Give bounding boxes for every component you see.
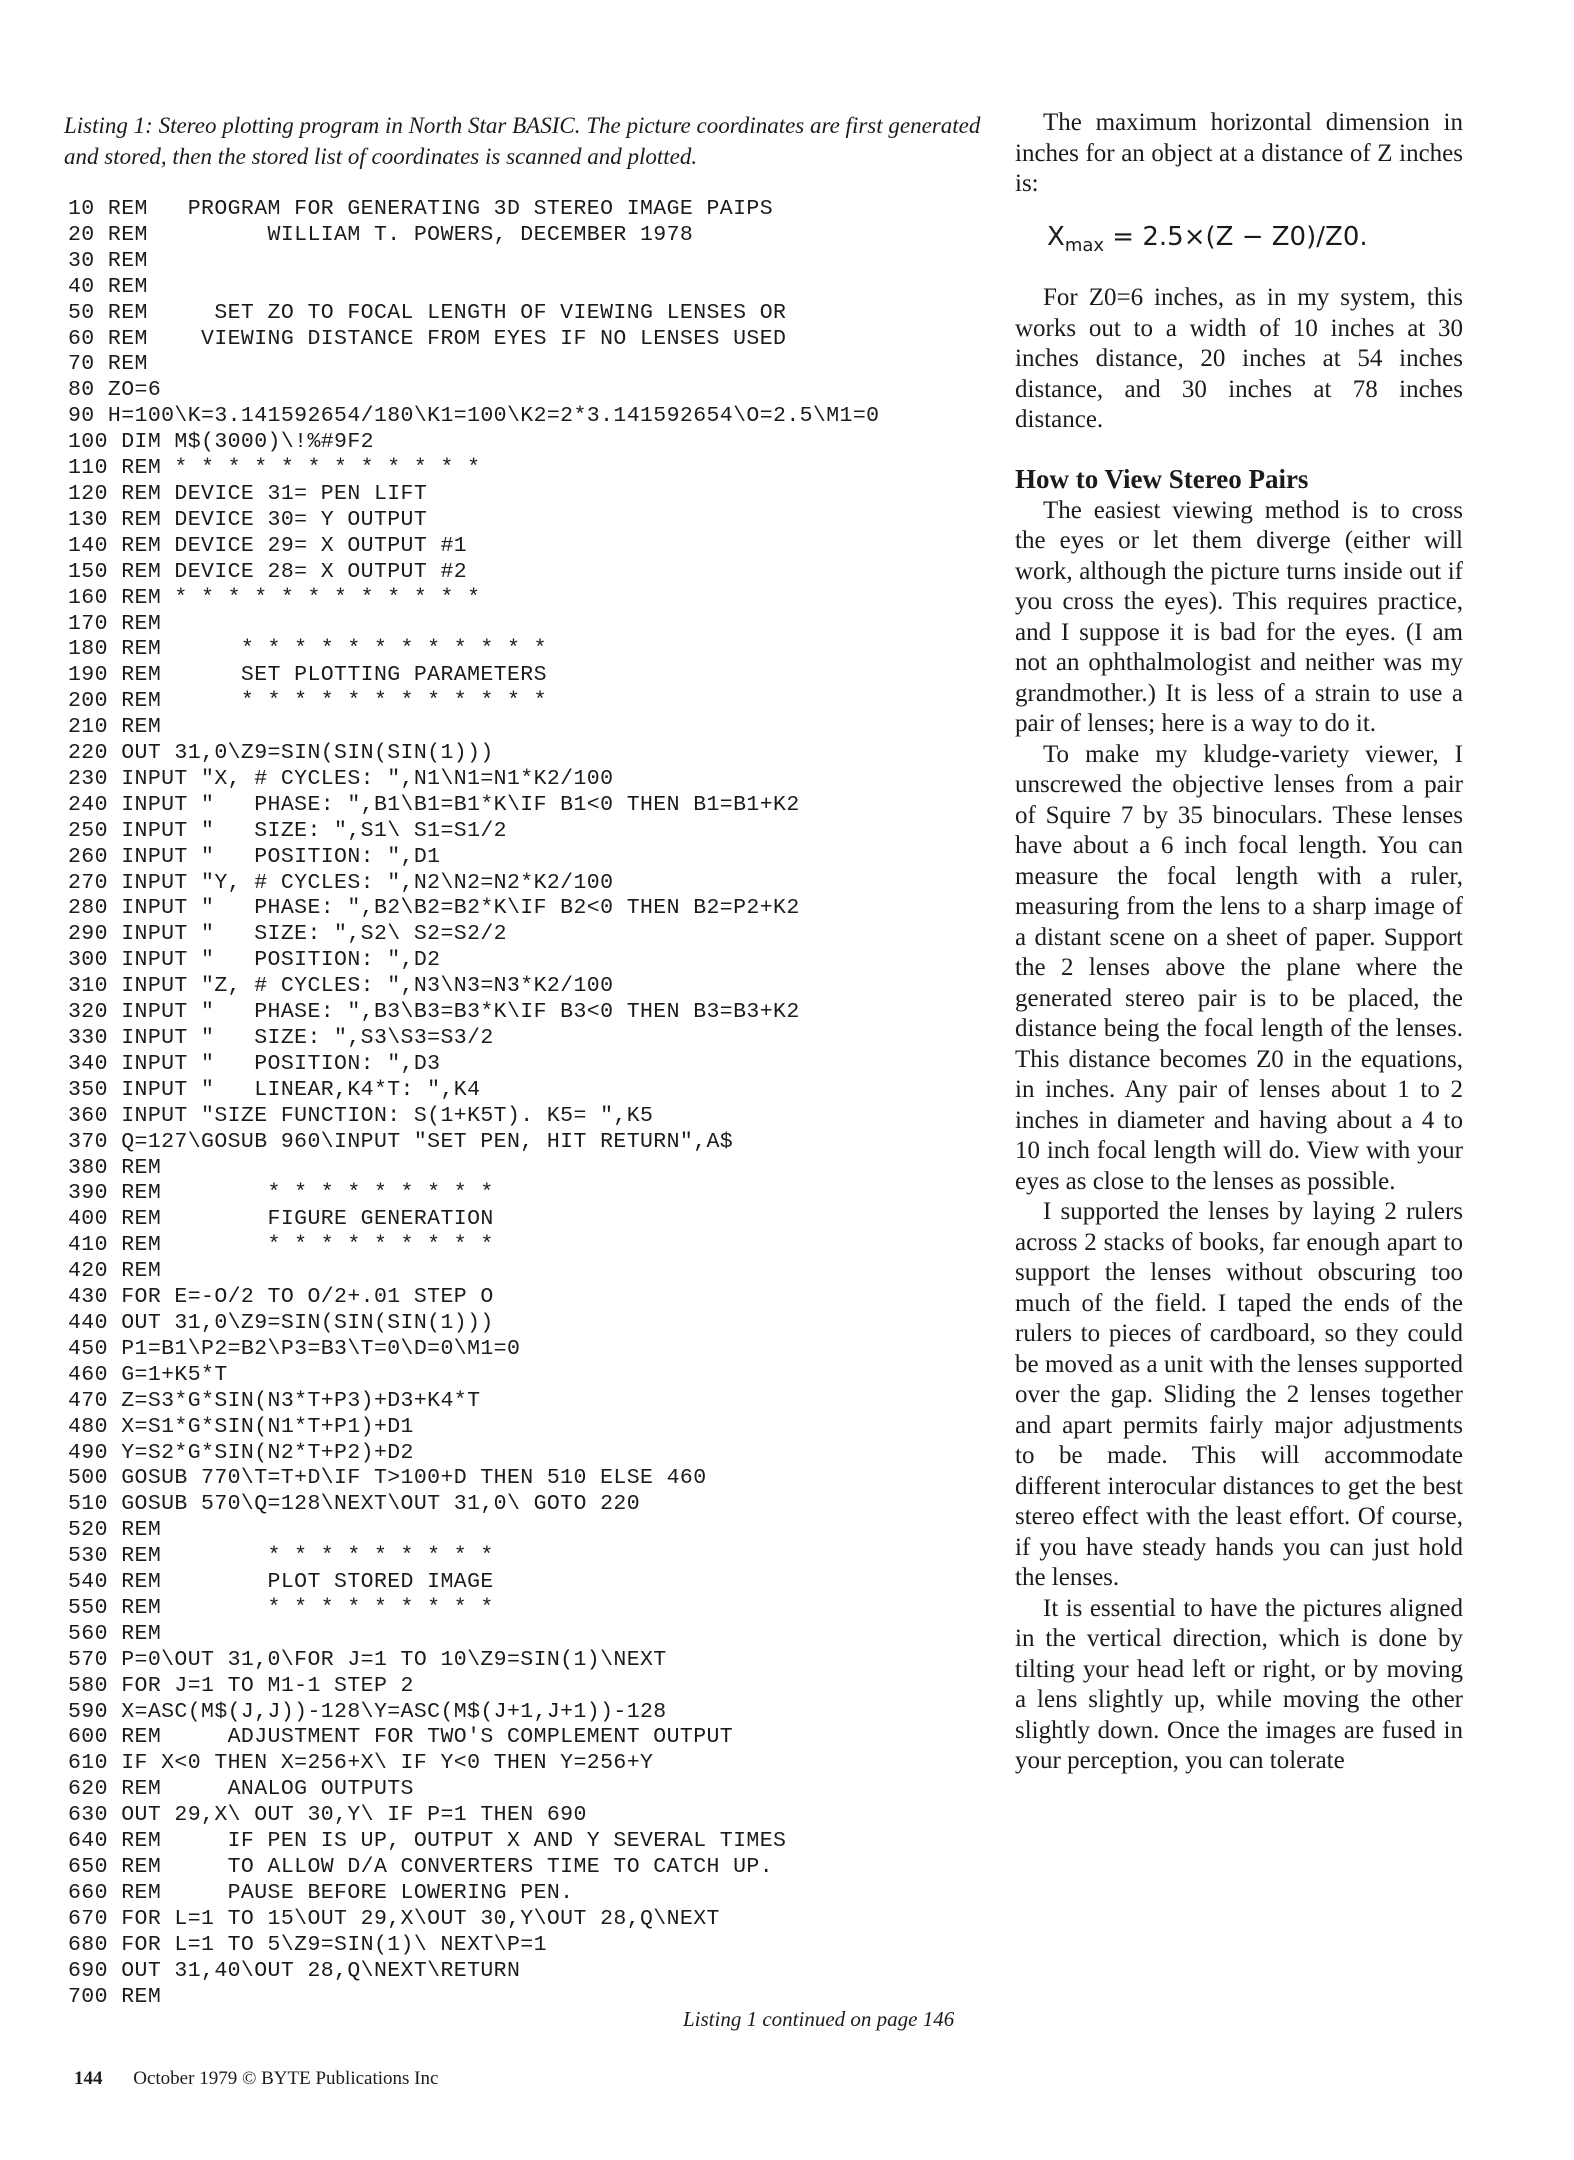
listing-line: 80 ZO=6: [68, 378, 162, 403]
listing-line: 690 OUT 31,40\OUT 28,Q\NEXT\RETURN: [68, 1958, 521, 1983]
listing-line: 180 REM * * * * * * * * * * * *: [68, 637, 547, 662]
listing-line: 260 INPUT " POSITION: ",D1: [68, 844, 441, 869]
page-footer: [74, 2068, 438, 2090]
listing-line: 100 DIM M$(3000)\!%#9F2: [68, 430, 374, 455]
equation-rhs: = 2.5×(Z − Z0)/Z0.: [1104, 221, 1368, 252]
equation-subscript: max: [1064, 234, 1105, 256]
listing-line: 520 REM: [68, 1518, 162, 1543]
paragraph: I supported the lenses by laying 2 rulers across 2 stacks of books, far enough apart to support the lenses without obscuring too much of the field. I taped the ends of the rulers to pieces of cardboard, so they could be moved as a unit with the lenses supported over the gap. Sliding the 2 lenses together and apart permits fairly major adjustments to be made. This will accommodate different interocular distances to get the best stereo effect with the least effort. Of course, if you have steady hands you can just hold the lenses.: [1015, 1198, 1463, 1592]
listing-line: 650 REM TO ALLOW D/A CONVERTERS TIME TO CATCH UP.: [68, 1855, 774, 1879]
listing-line: 70 REM: [68, 352, 148, 377]
listing-line: 30 REM: [68, 248, 148, 273]
page-number: 144: [74, 2068, 103, 2089]
listing-line: 320 INPUT " PHASE: ",B3\B3=B3*K\IF B3<0 THEN B3=B3+K2: [68, 1000, 800, 1025]
article-column: [1015, 108, 1463, 1777]
listing-line: 460 G=1+K5*T: [68, 1362, 228, 1387]
listing-line: 540 REM PLOT STORED IMAGE: [68, 1570, 494, 1595]
listing-line: 500 GOSUB 770\T=T+D\IF T>100+D THEN 510 ELSE 460: [68, 1466, 707, 1491]
listing-line: 380 REM: [68, 1155, 162, 1180]
listing-line: 680 FOR L=1 TO 5\Z9=SIN(1)\ NEXT\P=1: [68, 1932, 547, 1957]
listing-line: 420 REM: [68, 1259, 162, 1284]
listing-line: 570 P=0\OUT 31,0\FOR J=1 TO 10\Z9=SIN(1)\NEXT: [68, 1647, 667, 1672]
listing-line: 200 REM * * * * * * * * * * * *: [68, 689, 547, 714]
listing-line: 450 P1=B1\P2=B2\P3=B3\T=0\D=0\M1=0: [68, 1336, 521, 1361]
listing-line: 660 REM PAUSE BEFORE LOWERING PEN.: [68, 1880, 574, 1905]
paragraph: To make my kludge-variety viewer, I unscrewed the objective lenses from a pair of Squire 7 by 35 binoculars. These lenses have about a 6 inch focal length. You can measure the focal length with a ruler, measuring from the lens to a sharp image of a distant scene on a sheet of paper. Support the 2 lenses above the plane where the generated stereo pair is to be placed, the distance being the focal length of the lenses. This distance becomes Z0 in the equations, in inches. Any pair of lenses about 1 to 2 inches in diameter and having about a 4 to 10 inch focal length will do. View with your eyes as close to the lenses as possible.: [1015, 740, 1463, 1195]
paragraph: The maximum horizontal dimension in inches for an object at a distance of Z inches is:: [1015, 109, 1463, 197]
listing-line: 670 FOR L=1 TO 15\OUT 29,X\OUT 30,Y\OUT 28,Q\NEXT: [68, 1906, 720, 1931]
listing-line: 160 REM * * * * * * * * * * * *: [68, 585, 481, 610]
listing-line: 640 REM IF PEN IS UP, OUTPUT X AND Y SEVERAL TIMES: [68, 1829, 787, 1854]
listing-line: 510 GOSUB 570\Q=128\NEXT\OUT 31,0\ GOTO 220: [68, 1492, 640, 1517]
listing-line: 480 X=S1*G*SIN(N1*T+P1)+D1: [68, 1414, 414, 1439]
listing-line: 90 H=100\K=3.141592654/180\K1=100\K2=2*3.141592654\O=2.5\M1=0: [68, 404, 880, 429]
section-heading: How to View Stereo Pairs: [1015, 463, 1309, 494]
listing-line: 590 X=ASC(M$(J,J))-128\Y=ASC(M$(J+1,J+1))-128: [68, 1699, 667, 1724]
listing-line: 130 REM DEVICE 30= Y OUTPUT: [68, 507, 428, 532]
listing-line: 60 REM VIEWING DISTANCE FROM EYES IF NO LENSES USED: [68, 326, 787, 351]
listing-line: 230 INPUT "X, # CYCLES: ",N1\N1=N1*K2/100: [68, 766, 614, 791]
listing-continued-note: Listing 1 continued on page 146: [683, 2007, 955, 2031]
listing-line: 410 REM * * * * * * * * *: [68, 1233, 494, 1258]
listing-line: 40 REM: [68, 274, 148, 299]
listing-line: 610 IF X<0 THEN X=256+X\ IF Y<0 THEN Y=256+Y: [68, 1751, 654, 1776]
listing-line: 310 INPUT "Z, # CYCLES: ",N3\N3=N3*K2/100: [68, 974, 614, 999]
listing-line: 560 REM: [68, 1621, 162, 1646]
listing-line: 150 REM DEVICE 28= X OUTPUT #2: [68, 559, 468, 584]
listing-line: 550 REM * * * * * * * * *: [68, 1595, 494, 1620]
listing-line: 270 INPUT "Y, # CYCLES: ",N2\N2=N2*K2/100: [68, 870, 614, 895]
program-listing: [68, 197, 1008, 2010]
listing-line: 620 REM ANALOG OUTPUTS: [68, 1777, 414, 1802]
listing-line: 530 REM * * * * * * * * *: [68, 1544, 494, 1569]
equation-lhs: X: [1047, 221, 1065, 252]
listing-caption: Listing 1: Stereo plotting program in North Star BASIC. The picture coordinates are first generated and stored, then the stored list of coordinates is scanned and plotted.: [64, 113, 981, 169]
listing-line: 240 INPUT " PHASE: ",B1\B1=B1*K\IF B1<0 THEN B1=B1+K2: [68, 792, 800, 817]
publication-info: October 1979 © BYTE Publications Inc: [133, 2068, 439, 2089]
listing-line: 120 REM DEVICE 31= PEN LIFT: [68, 481, 428, 506]
paragraph: The easiest viewing method is to cross the eyes or let them diverge (either will work, although the picture turns inside out if you cross the eyes). This requires practice, and I suppose it is bad for the eyes. (I am not an ophthalmologist and neither was my grandmother.) It is less of a strain to use a pair of lenses; here is a way to do it.: [1015, 496, 1463, 738]
listing-line: 580 FOR J=1 TO M1-1 STEP 2: [68, 1673, 414, 1698]
listing-line: 210 REM: [68, 715, 162, 740]
listing-line: 700 REM: [68, 1984, 162, 2009]
listing-line: 190 REM SET PLOTTING PARAMETERS: [68, 663, 547, 688]
listing-line: 290 INPUT " SIZE: ",S2\ S2=S2/2: [68, 922, 507, 947]
listing-line: 220 OUT 31,0\Z9=SIN(SIN(SIN(1))): [68, 741, 494, 766]
listing-line: 300 INPUT " POSITION: ",D2: [68, 948, 441, 973]
listing-line: 110 REM * * * * * * * * * * * *: [68, 456, 481, 481]
listing-line: 430 FOR E=-O/2 TO O/2+.01 STEP O: [68, 1285, 494, 1310]
listing-line: 490 Y=S2*G*SIN(N2*T+P2)+D2: [68, 1440, 414, 1465]
listing-line: 20 REM WILLIAM T. POWERS, DECEMBER 1978: [68, 222, 694, 247]
paragraph: It is essential to have the pictures aligned in the vertical direction, which is done by tilting your head left or right, or by moving a lens slightly up, while moving the other slightly down. Once the images are fused in your perception, you can tolerate: [1015, 1594, 1463, 1775]
listing-line: 360 INPUT "SIZE FUNCTION: S(1+K5T). K5= ",K5: [68, 1103, 654, 1128]
listing-line: 600 REM ADJUSTMENT FOR TWO'S COMPLEMENT OUTPUT: [68, 1725, 734, 1750]
xmax-equation: [1047, 222, 1463, 262]
listing-line: 390 REM * * * * * * * * *: [68, 1181, 494, 1206]
listing-line: 140 REM DEVICE 29= X OUTPUT #1: [68, 533, 468, 558]
listing-line: 400 REM FIGURE GENERATION: [68, 1207, 494, 1232]
listing-line: 630 OUT 29,X\ OUT 30,Y\ IF P=1 THEN 690: [68, 1803, 587, 1828]
listing-line: 50 REM SET ZO TO FOCAL LENGTH OF VIEWING LENSES OR: [68, 300, 787, 325]
listing-line: 170 REM: [68, 611, 162, 636]
paragraph: For Z0=6 inches, as in my system, this works out to a width of 10 inches at 30 inches distance, 20 inches at 54 inches distance, and 30 inches at 78 inches distance.: [1015, 284, 1463, 434]
listing-line: 340 INPUT " POSITION: ",D3: [68, 1051, 441, 1076]
listing-line: 280 INPUT " PHASE: ",B2\B2=B2*K\IF B2<0 THEN B2=P2+K2: [68, 896, 800, 921]
listing-line: 470 Z=S3*G*SIN(N3*T+P3)+D3+K4*T: [68, 1388, 481, 1413]
listing-line: 350 INPUT " LINEAR,K4*T: ",K4: [68, 1077, 481, 1102]
listing-line: 10 REM PROGRAM FOR GENERATING 3D STEREO IMAGE PAIPS: [68, 197, 774, 221]
listing-line: 440 OUT 31,0\Z9=SIN(SIN(SIN(1))): [68, 1310, 494, 1335]
listing-line: 330 INPUT " SIZE: ",S3\S3=S3/2: [68, 1026, 494, 1050]
listing-line: 370 Q=127\GOSUB 960\INPUT "SET PEN, HIT RETURN",A$: [68, 1129, 734, 1154]
listing-line: 250 INPUT " SIZE: ",S1\ S1=S1/2: [68, 818, 507, 843]
